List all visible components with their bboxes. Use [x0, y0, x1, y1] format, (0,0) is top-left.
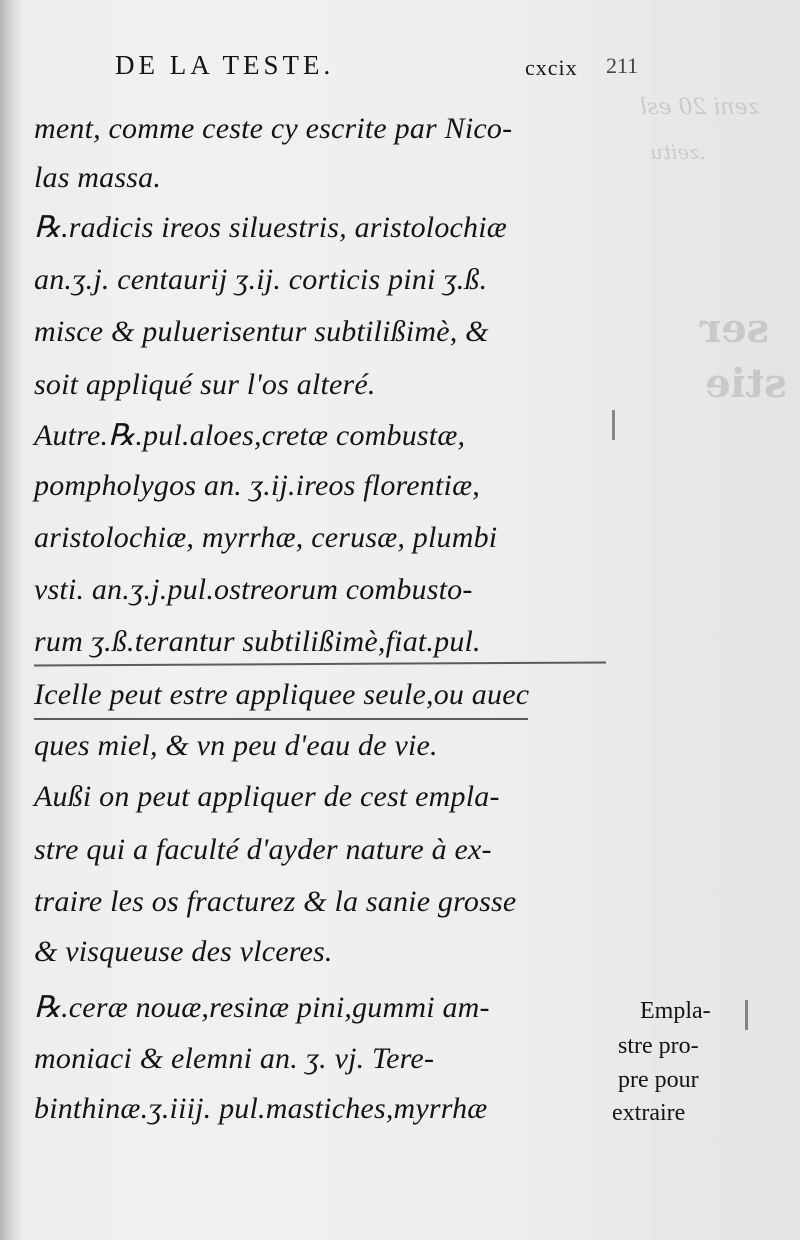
text-line: moniaci & elemni an. ʒ. vj. Tere- — [34, 1042, 435, 1075]
running-title: DE LA TESTE. — [115, 50, 335, 80]
text-line: & visqueuse des vlceres. — [34, 935, 333, 968]
margin-note-line: stre pro- — [618, 1033, 699, 1059]
show-through-text: ser — [700, 305, 770, 352]
text-line: stre qui a faculté d'ayder nature à ex- — [34, 833, 492, 866]
margin-bracket — [745, 1000, 748, 1030]
text-line: an.ʒ.j. centaurij ʒ.ij. corticis pini ʒ.ß. — [34, 263, 488, 296]
text-line: vsti. an.ʒ.j.pul.ostreorum combusto- — [34, 573, 473, 606]
ink-underline — [34, 662, 606, 667]
text-line: ℞.radicis ireos siluestris, aristolochiæ — [34, 211, 507, 244]
text-line: soit appliqué sur l'os alteré. — [34, 368, 376, 401]
show-through-text: stie — [705, 360, 787, 407]
text-line: misce & puluerisentur subtilißimè, & — [34, 315, 489, 348]
page-gutter-shadow — [0, 0, 22, 1240]
text-line: Icelle peut estre appliquee seule,ou auec — [34, 678, 530, 711]
text-line: ℞.ceræ nouæ,resinæ pini,gummi am- — [34, 991, 490, 1024]
folio-arabic-number: 211 — [606, 53, 639, 78]
show-through-text: .zeitu — [650, 140, 707, 164]
text-line: Autre.℞.pul.aloes,cretæ combustæ, — [34, 419, 466, 452]
margin-note-line: extraire — [612, 1100, 686, 1126]
show-through-text: zeni 20 esl — [640, 95, 760, 120]
ink-underline — [34, 718, 528, 720]
text-line: rum ʒ.ß.terantur subtilißimè,fiat.pul. — [34, 625, 481, 658]
margin-bracket — [612, 410, 615, 440]
margin-note-line: Empla- — [640, 998, 711, 1024]
text-line: las massa. — [34, 161, 162, 194]
text-line: ques miel, & vn peu d'eau de vie. — [34, 729, 438, 762]
text-line: aristolochiæ, myrrhæ, cerusæ, plumbi — [34, 521, 498, 554]
margin-note-line: pre pour — [618, 1067, 699, 1093]
text-line: binthinæ.ʒ.iiij. pul.mastiches,myrrhæ — [34, 1092, 488, 1125]
text-line: Außi on peut appliquer de cest empla- — [34, 780, 500, 813]
folio-roman-numeral: cxcix — [525, 55, 578, 80]
text-line: pompholygos an. ʒ.ij.ireos florentiæ, — [34, 469, 480, 502]
text-line: traire les os fracturez & la sanie grosse — [34, 885, 517, 918]
text-line: ment, comme ceste cy escrite par Nico- — [34, 112, 513, 145]
